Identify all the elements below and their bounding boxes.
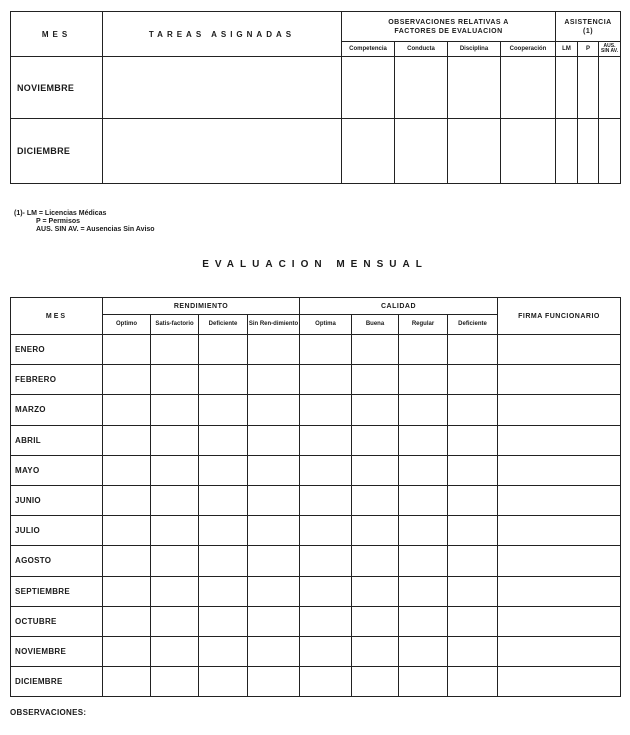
evaluation-cell[interactable] [399, 455, 448, 485]
observaciones-label: OBSERVACIONES: [10, 708, 87, 717]
evaluation-cell[interactable] [199, 516, 248, 546]
firma-header: FIRMA FUNCIONARIO [498, 298, 621, 335]
col-lm: LM [556, 42, 578, 57]
month-label: ENERO [11, 335, 103, 365]
signature-cell[interactable] [498, 395, 621, 425]
attendance-cell[interactable] [599, 57, 621, 119]
evaluation-cell[interactable] [151, 335, 199, 365]
evaluation-cell[interactable] [248, 667, 300, 697]
observation-cell[interactable] [395, 57, 448, 119]
row-label-diciembre: DICIEMBRE [11, 119, 103, 184]
signature-cell[interactable] [498, 576, 621, 606]
evaluation-cell[interactable] [151, 667, 199, 697]
legend-line-lm: (1)- LM = Licencias Médicas [14, 210, 107, 217]
evaluation-cell[interactable] [248, 365, 300, 395]
evaluation-cell[interactable] [300, 365, 352, 395]
observation-cell[interactable] [501, 119, 556, 184]
evaluation-cell[interactable] [300, 485, 352, 515]
evaluation-cell[interactable] [103, 667, 151, 697]
evaluation-cell[interactable] [248, 516, 300, 546]
month-label: OCTUBRE [11, 606, 103, 636]
mes-header: MES [11, 298, 103, 335]
col-buena: Buena [352, 315, 399, 335]
evaluation-cell[interactable] [300, 546, 352, 576]
evaluation-cell[interactable] [300, 576, 352, 606]
evaluation-cell[interactable] [399, 425, 448, 455]
asistencia-note: (1) [582, 27, 594, 35]
evaluation-cell[interactable] [300, 455, 352, 485]
evaluation-cell[interactable] [248, 455, 300, 485]
evaluation-cell[interactable] [352, 335, 399, 365]
evaluation-cell[interactable] [300, 606, 352, 636]
evaluation-cell[interactable] [199, 667, 248, 697]
evaluation-cell[interactable] [448, 546, 498, 576]
evaluation-cell[interactable] [399, 636, 448, 666]
signature-cell[interactable] [498, 667, 621, 697]
asistencia-header [556, 12, 621, 42]
evaluation-cell[interactable] [300, 667, 352, 697]
evaluation-cell[interactable] [448, 455, 498, 485]
evaluation-cell[interactable] [248, 425, 300, 455]
table-row [11, 576, 621, 606]
observaciones-header [342, 12, 556, 42]
observation-cell[interactable] [342, 57, 395, 119]
tareas-header: TAREAS ASIGNADAS [103, 12, 342, 57]
table-row [11, 365, 621, 395]
table-row [11, 636, 621, 666]
evaluation-cell[interactable] [448, 636, 498, 666]
calidad-header: CALIDAD [300, 298, 498, 315]
evaluation-cell[interactable] [352, 425, 399, 455]
table-row [11, 546, 621, 576]
evaluation-cell[interactable] [199, 546, 248, 576]
evaluation-cell[interactable] [352, 365, 399, 395]
asistencia-label: ASISTENCIA [564, 18, 612, 26]
table-row [11, 606, 621, 636]
evaluation-cell[interactable] [399, 335, 448, 365]
table-row [11, 425, 621, 455]
evaluation-cell[interactable] [103, 485, 151, 515]
evaluation-cell[interactable] [352, 606, 399, 636]
evaluation-cell[interactable] [448, 576, 498, 606]
evaluation-cell[interactable] [199, 335, 248, 365]
observation-cell[interactable] [448, 119, 501, 184]
monthly-evaluation-table [10, 297, 621, 697]
attendance-legend [14, 210, 155, 234]
evaluation-cell[interactable] [248, 395, 300, 425]
evaluation-cell[interactable] [151, 546, 199, 576]
evaluation-cell[interactable] [448, 516, 498, 546]
evaluation-cell[interactable] [352, 395, 399, 425]
signature-cell[interactable] [498, 425, 621, 455]
table-row [11, 516, 621, 546]
observation-cell[interactable] [395, 119, 448, 184]
evaluation-cell[interactable] [103, 516, 151, 546]
evaluation-cell[interactable] [448, 365, 498, 395]
evaluation-cell[interactable] [300, 335, 352, 365]
evaluation-cell[interactable] [199, 576, 248, 606]
col-aus-sin-av: AUS. SIN AV. [599, 42, 621, 57]
observaciones-header-line1: OBSERVACIONES RELATIVAS A [388, 18, 509, 26]
evaluation-cell[interactable] [199, 365, 248, 395]
evaluation-cell[interactable] [399, 546, 448, 576]
observation-cell[interactable] [342, 119, 395, 184]
month-rows [11, 335, 621, 697]
signature-cell[interactable] [498, 516, 621, 546]
month-label: JULIO [11, 516, 103, 546]
evaluation-cell[interactable] [300, 516, 352, 546]
table-row [11, 335, 621, 365]
table-row [11, 119, 621, 184]
signature-cell[interactable] [498, 485, 621, 515]
col-optima: Optima [300, 315, 352, 335]
table-row [11, 57, 621, 119]
evaluation-cell[interactable] [103, 425, 151, 455]
evaluation-cell[interactable] [448, 667, 498, 697]
evaluation-cell[interactable] [448, 485, 498, 515]
evaluation-cell[interactable] [248, 546, 300, 576]
evaluation-cell[interactable] [151, 455, 199, 485]
evaluation-cell[interactable] [300, 636, 352, 666]
month-label: DICIEMBRE [11, 667, 103, 697]
evaluation-cell[interactable] [399, 576, 448, 606]
evaluation-cell[interactable] [399, 667, 448, 697]
month-label: NOVIEMBRE [11, 636, 103, 666]
evaluation-cell[interactable] [248, 636, 300, 666]
legend-line-p: P = Permisos [36, 218, 81, 225]
evaluation-cell[interactable] [352, 546, 399, 576]
month-label: JUNIO [11, 485, 103, 515]
evaluation-cell[interactable] [399, 365, 448, 395]
evaluation-cell[interactable] [199, 485, 248, 515]
month-label: SEPTIEMBRE [11, 576, 103, 606]
legend-line-aus: AUS. SIN AV. = Ausencias Sin Aviso [36, 226, 155, 233]
table-row [11, 485, 621, 515]
col-deficiente-rend: Deficiente [199, 315, 248, 335]
col-regular: Regular [399, 315, 448, 335]
evaluation-cell[interactable] [300, 395, 352, 425]
evaluation-cell[interactable] [399, 516, 448, 546]
evaluation-cell[interactable] [352, 485, 399, 515]
attendance-cell[interactable] [578, 57, 599, 119]
evaluation-cell[interactable] [199, 395, 248, 425]
evaluation-cell[interactable] [248, 576, 300, 606]
attendance-cell[interactable] [578, 119, 599, 184]
evaluation-cell[interactable] [151, 606, 199, 636]
evaluation-cell[interactable] [352, 516, 399, 546]
observation-cell[interactable] [448, 57, 501, 119]
table-row [11, 455, 621, 485]
table-row [11, 395, 621, 425]
evaluation-cell[interactable] [399, 606, 448, 636]
signature-cell[interactable] [498, 636, 621, 666]
evaluation-cell[interactable] [199, 425, 248, 455]
evaluation-cell[interactable] [399, 395, 448, 425]
evaluation-cell[interactable] [352, 576, 399, 606]
signature-cell[interactable] [498, 606, 621, 636]
evaluation-cell[interactable] [103, 395, 151, 425]
observaciones-header-line2: FACTORES DE EVALUACION [394, 27, 503, 35]
evaluation-cell[interactable] [151, 425, 199, 455]
evaluation-cell[interactable] [199, 455, 248, 485]
tasks-observations-table [10, 11, 621, 184]
evaluation-cell[interactable] [103, 335, 151, 365]
col-optimo: Optimo [103, 315, 151, 335]
evaluation-cell[interactable] [248, 606, 300, 636]
evaluation-cell[interactable] [199, 606, 248, 636]
evaluation-cell[interactable] [352, 636, 399, 666]
signature-cell[interactable] [498, 335, 621, 365]
month-label: ABRIL [11, 425, 103, 455]
signature-cell[interactable] [498, 455, 621, 485]
evaluation-cell[interactable] [103, 455, 151, 485]
signature-cell[interactable] [498, 546, 621, 576]
col-conducta: Conducta [395, 42, 448, 57]
evaluation-cell[interactable] [103, 365, 151, 395]
evaluation-cell[interactable] [151, 576, 199, 606]
evaluation-cell[interactable] [448, 335, 498, 365]
row-label-noviembre: NOVIEMBRE [11, 57, 103, 119]
col-satisfactorio: Satis-factorio [151, 315, 199, 335]
evaluation-cell[interactable] [151, 395, 199, 425]
observation-cell[interactable] [501, 57, 556, 119]
month-label: AGOSTO [11, 546, 103, 576]
evaluation-cell[interactable] [103, 636, 151, 666]
col-cooperacion: Cooperación [501, 42, 556, 57]
evaluation-cell[interactable] [352, 455, 399, 485]
evaluation-cell[interactable] [248, 335, 300, 365]
evaluation-cell[interactable] [103, 546, 151, 576]
col-competencia: Competencia [342, 42, 395, 57]
evaluation-cell[interactable] [448, 395, 498, 425]
evaluation-cell[interactable] [103, 606, 151, 636]
col-disciplina: Disciplina [448, 42, 501, 57]
month-label: MAYO [11, 455, 103, 485]
evaluation-cell[interactable] [151, 365, 199, 395]
evaluation-cell[interactable] [448, 425, 498, 455]
tareas-cell[interactable] [103, 57, 342, 119]
tareas-cell[interactable] [103, 119, 342, 184]
col-deficiente-cal: Deficiente [448, 315, 498, 335]
mes-header: MES [11, 12, 103, 57]
evaluation-cell[interactable] [103, 576, 151, 606]
signature-cell[interactable] [498, 365, 621, 395]
evaluation-cell[interactable] [448, 606, 498, 636]
evaluation-cell[interactable] [199, 636, 248, 666]
col-sin-rendimiento: Sin Ren-dimiento [248, 315, 300, 335]
attendance-cell[interactable] [556, 119, 578, 184]
section-title: EVALUACION MENSUAL [202, 259, 428, 270]
evaluation-cell[interactable] [151, 516, 199, 546]
evaluation-cell[interactable] [151, 485, 199, 515]
evaluation-cell[interactable] [300, 425, 352, 455]
evaluation-cell[interactable] [151, 636, 199, 666]
evaluation-cell[interactable] [248, 485, 300, 515]
attendance-cell[interactable] [556, 57, 578, 119]
evaluation-cell[interactable] [399, 485, 448, 515]
attendance-cell[interactable] [599, 119, 621, 184]
table-row [11, 667, 621, 697]
evaluation-cell[interactable] [352, 667, 399, 697]
col-p: P [578, 42, 599, 57]
rendimiento-header: RENDIMIENTO [103, 298, 300, 315]
month-label: MARZO [11, 395, 103, 425]
month-label: FEBRERO [11, 365, 103, 395]
